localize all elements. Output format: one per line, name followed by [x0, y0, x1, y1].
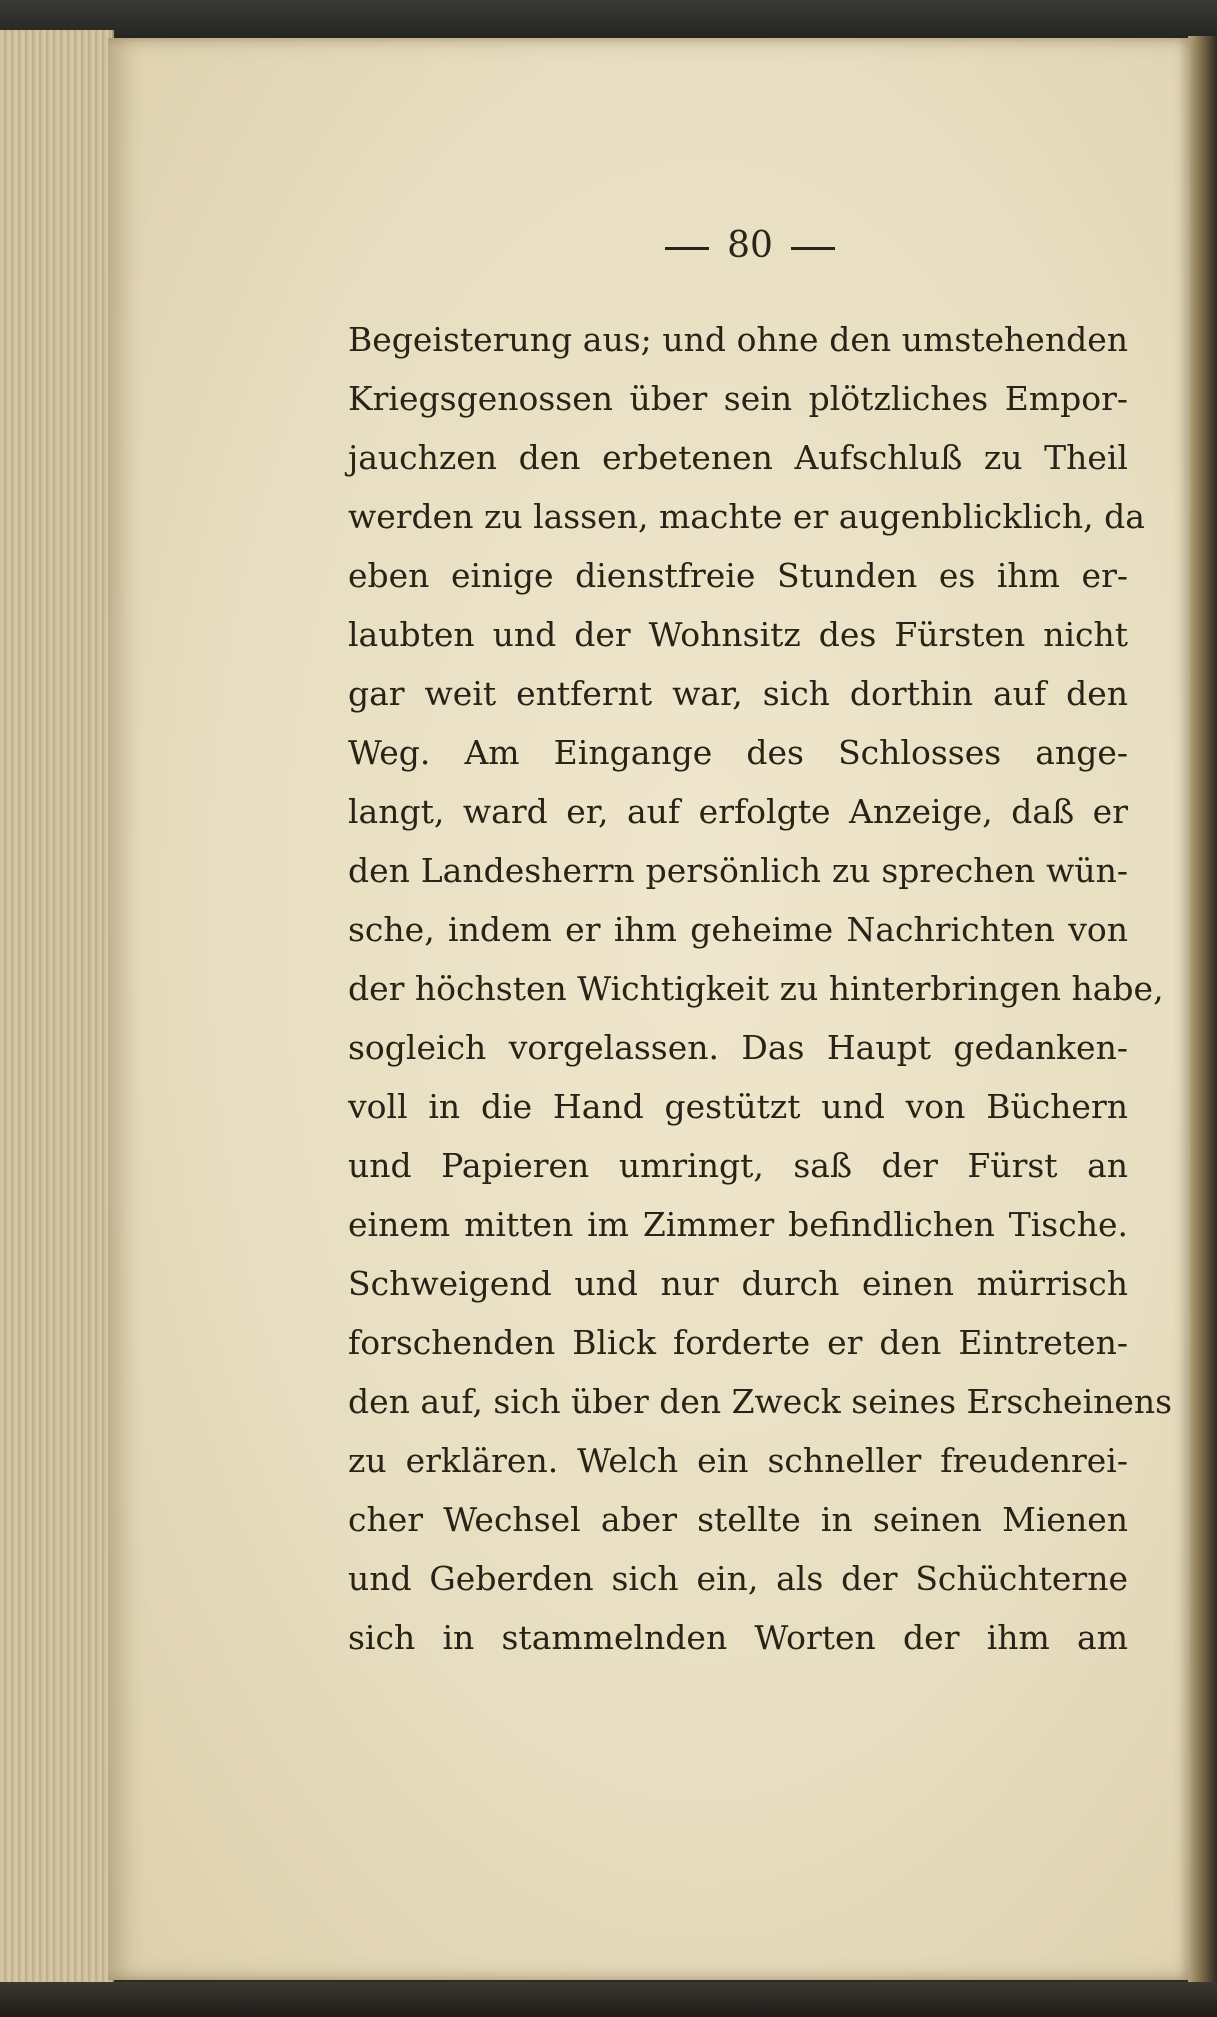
text-line: den Landesherrn persönlich zu sprechen wün- [348, 851, 1128, 890]
text-line: langt, ward er, auf erfolgte Anzeige, daß er [348, 792, 1128, 831]
page-block-left-edge [0, 30, 114, 1990]
body-text [348, 310, 1173, 1667]
text-line: Schweigend und nur durch einen mürrisch [348, 1264, 1128, 1303]
text-line: Kriegsgenossen über sein plötzliches Empor- [348, 379, 1128, 418]
text-line: jauchzen den erbetenen Aufschluß zu Theil [348, 438, 1128, 477]
text-line: den auf, sich über den Zweck seines Erscheinens [348, 1382, 1173, 1421]
text-line: Begeisterung aus; und ohne den umstehenden [348, 320, 1128, 359]
page-number-text: 80 [727, 225, 773, 266]
text-line: cher Wechsel aber stellte in seinen Mienen [348, 1500, 1128, 1539]
text-line: sche, indem er ihm geheime Nachrichten von [348, 910, 1128, 949]
text-line: der höchsten Wichtigkeit zu hinterbringen habe, [348, 969, 1164, 1008]
text-line: eben einige dienstfreie Stunden es ihm er- [348, 556, 1128, 595]
page-block-right-edge [1188, 36, 1217, 1986]
page-number [640, 225, 860, 266]
text-line: Weg. Am Eingange des Schlosses ange- [348, 733, 1128, 772]
text-line: und Geberden sich ein, als der Schüchterne [348, 1559, 1128, 1598]
book-cover-top-edge [0, 0, 1217, 42]
text-line: forschenden Blick forderte er den Eintreten- [348, 1323, 1128, 1362]
page-number-dash-right [791, 247, 835, 250]
page-number-dash-left [665, 247, 709, 250]
text-line: sogleich vorgelassen. Das Haupt gedanken- [348, 1028, 1128, 1067]
text-line: zu erklären. Welch ein schneller freudenrei- [348, 1441, 1128, 1480]
text-line: werden zu lassen, machte er augenblicklich, da [348, 497, 1145, 536]
text-line: einem mitten im Zimmer befindlichen Tische. [348, 1205, 1128, 1244]
text-line: und Papieren umringt, saß der Fürst an [348, 1146, 1128, 1185]
text-line: gar weit entfernt war, sich dorthin auf den [348, 674, 1128, 713]
text-line: sich in stammelnden Worten der ihm am [348, 1618, 1128, 1657]
text-line: voll in die Hand gestützt und von Büchern [348, 1087, 1128, 1126]
book-cover-bottom-edge [0, 1982, 1217, 2017]
text-line: laubten und der Wohnsitz des Fürsten nicht [348, 615, 1128, 654]
